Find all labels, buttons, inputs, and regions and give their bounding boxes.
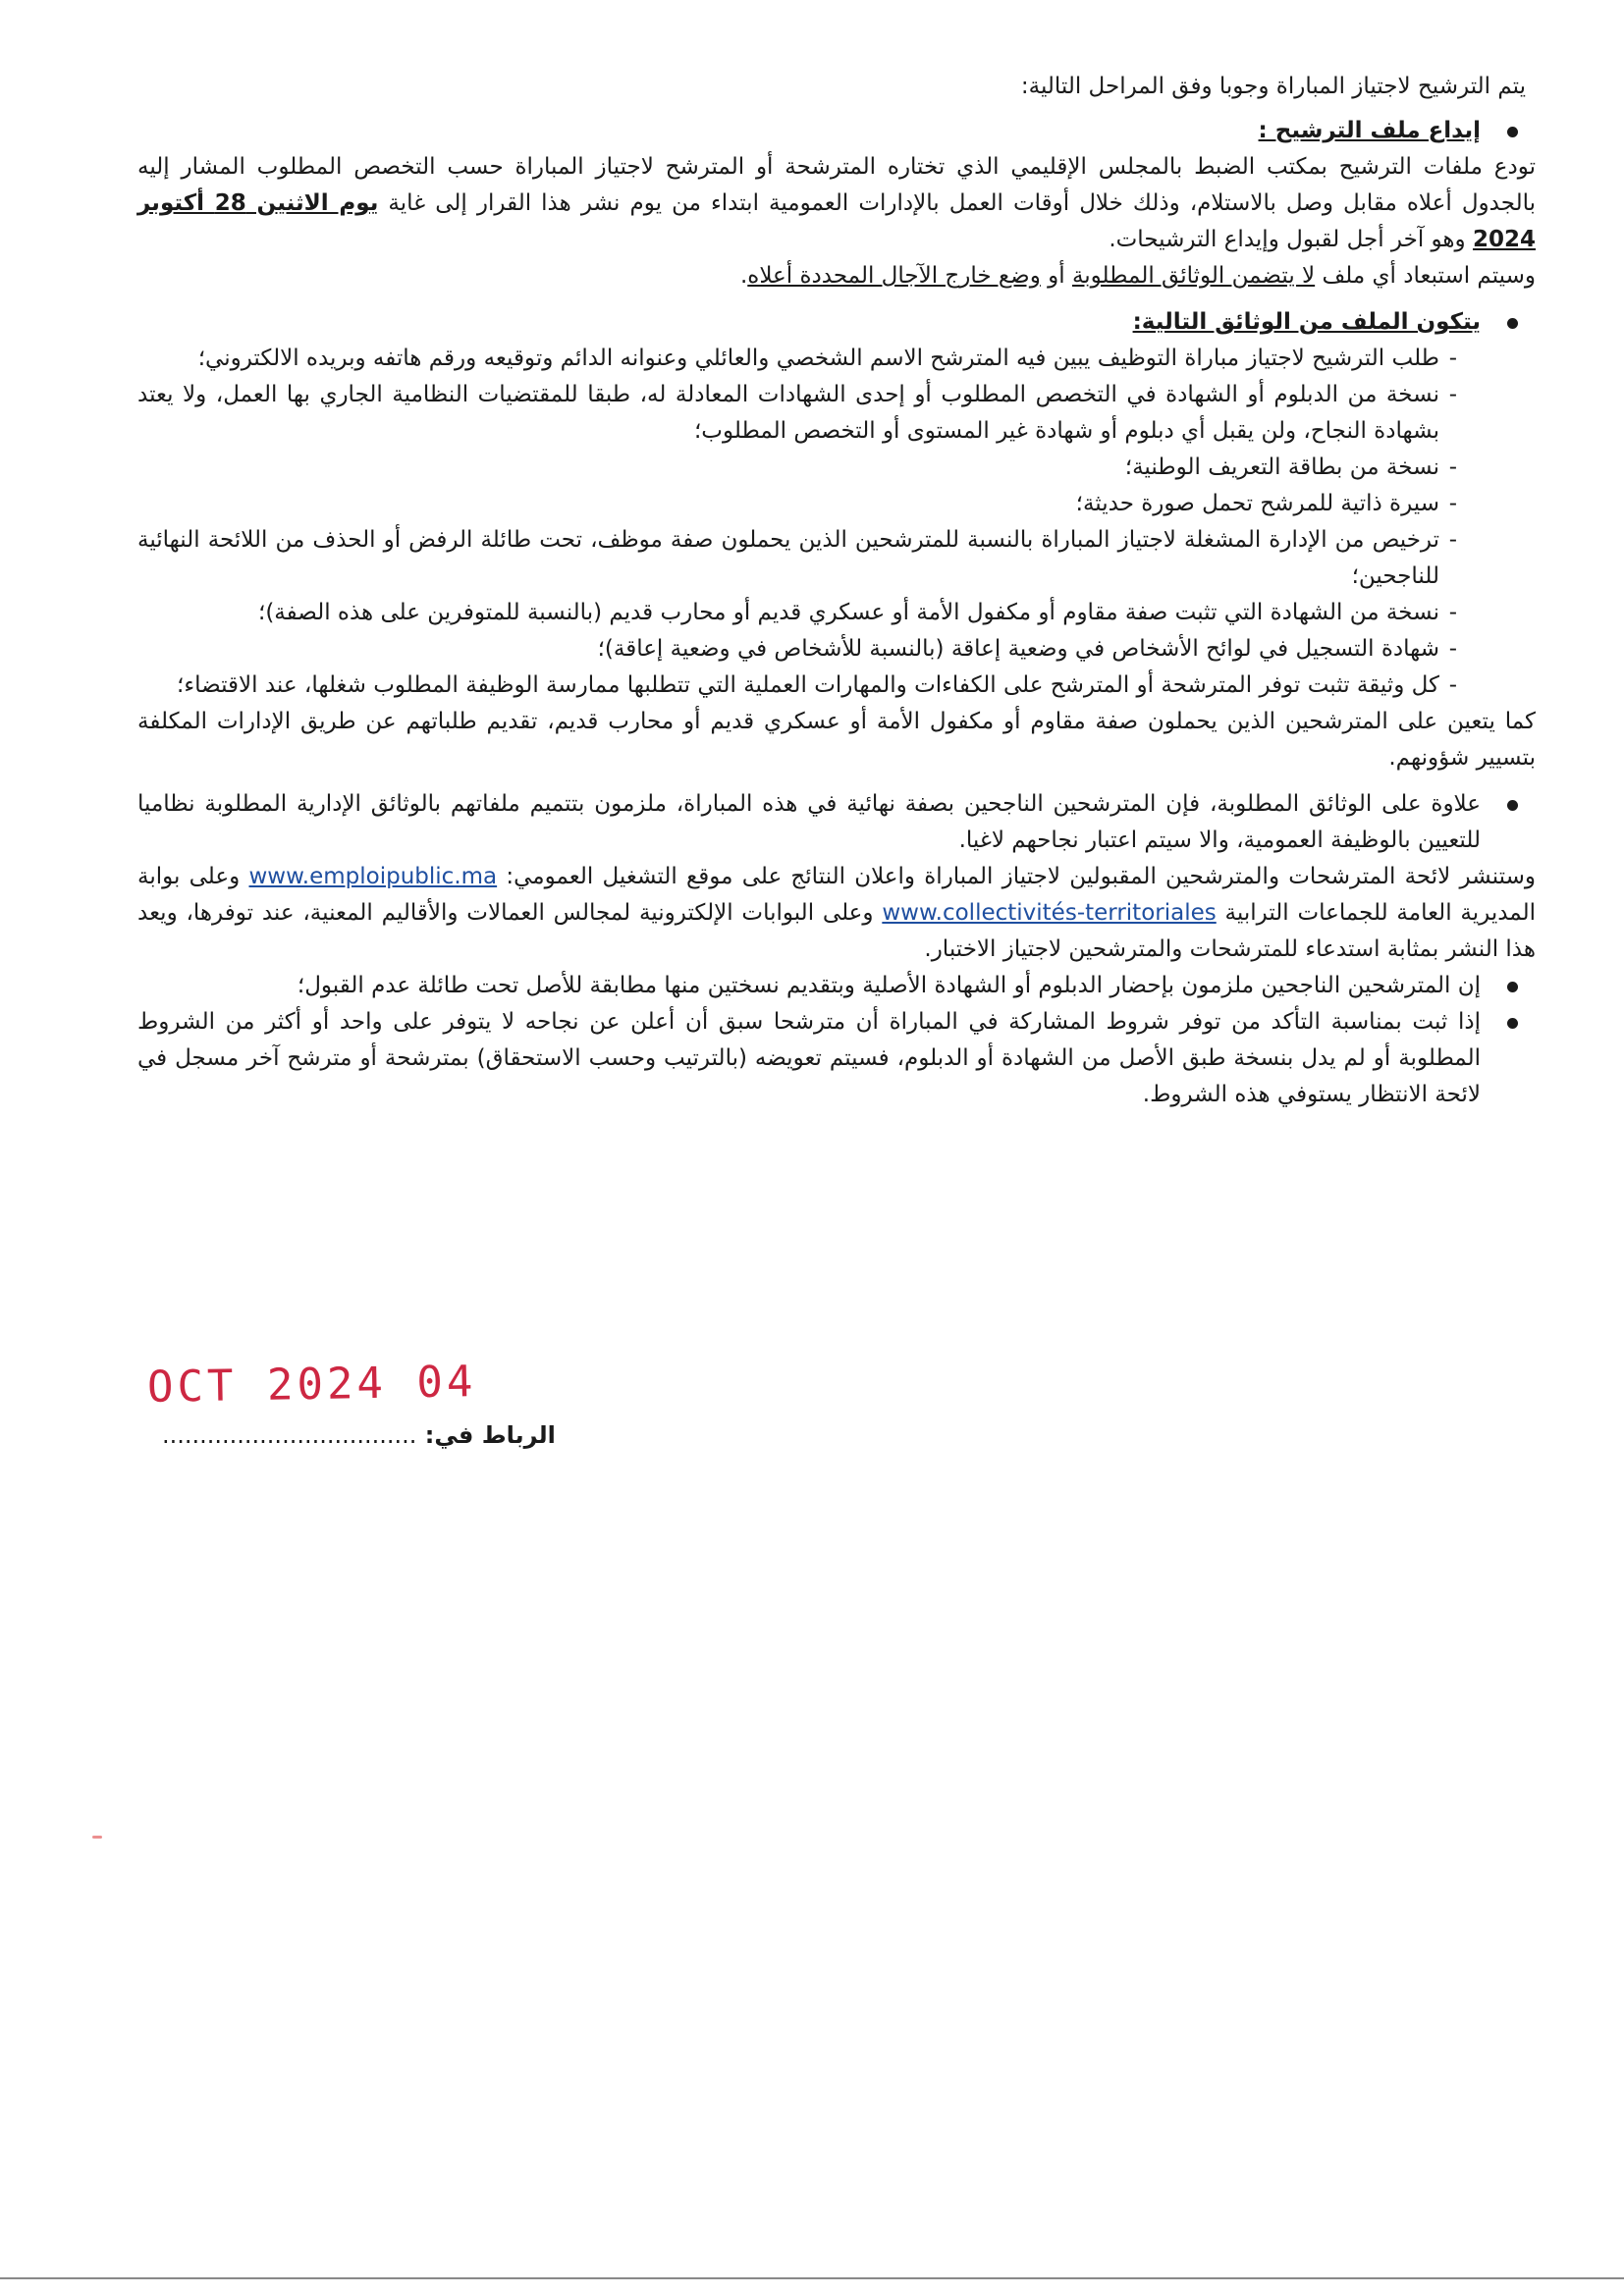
publish-text-3: وعلى البوابات الإلكترونية لمجالس العمالات والأقاليم المعنية، عند توفرها، ويعد هذا النشر بمثابة استدعاء للمترشحات والمترشحين لاجتياز الاختبار. bbox=[137, 900, 1536, 962]
exclusion-paragraph bbox=[137, 258, 1536, 294]
collectivites-link[interactable]: www.collectivités-territoriales bbox=[882, 900, 1217, 926]
deadline-text: وهو آخر أجل لقبول وإيداع الترشيحات. bbox=[1109, 227, 1473, 252]
list-item: - نسخة من الدبلوم أو الشهادة في التخصص المطلوب أو إحدى الشهادات المعادلة له، طبقا للمقتضيات النظامية الجاري بها العمل، ولا يعتد بشهادة النجاح، ولن يقبل أي دبلوم أو شهادة غير المستوى أو التخصص المطلوب؛ bbox=[137, 377, 1457, 450]
section-documents-heading: يتكون الملف من الوثائق التالية: bbox=[1132, 309, 1481, 335]
list-item: - طلب الترشيح لاجتياز مباراة التوظيف يبين فيه المترشح الاسم الشخصي والعائلي وعنوانه الدائم وتوقيعه ورقم هاتفه وبريده الالكتروني؛ bbox=[137, 341, 1457, 377]
bullet-icon bbox=[1507, 982, 1518, 992]
list-item: - نسخة من الشهادة التي تثبت صفة مقاوم أو مكفول الأمة أو عسكري قديم أو محارب قديم (بالنسبة للمتوفرين على هذه الصفة)؛ bbox=[137, 595, 1457, 631]
replacement-text: إذا ثبت بمناسبة التأكد من توفر شروط المشاركة في المباراة أن مترشحا سبق أن أعلن عن نجاحه لا يتوفر على واحد أو أكثر من الشروط المطلوبة أو لم يدل بنسخة طبق الأصل من الشهادة أو الدبلوم، فسيتم تعويضه (بالترتيب وحسب الاستحقاق) بمترشحة أو مترشح آخر مسجل في لائحة الانتظار يستوفي هذه الشروط. bbox=[137, 1009, 1481, 1107]
exclusion-late: وضع خارج الآجال المحددة أعلاه bbox=[747, 263, 1041, 289]
signature-label: الرباط في: bbox=[424, 1421, 556, 1449]
exclusion-end: . bbox=[739, 263, 748, 289]
bullet-icon bbox=[1507, 318, 1518, 329]
signature-dots: .................................. bbox=[162, 1421, 417, 1449]
intro-text: يتم الترشيح لاجتياز المباراة وجوبا وفق المراحل التالية: bbox=[1020, 74, 1526, 99]
list-item: - ترخيص من الإدارة المشغلة لاجتياز المباراة بالنسبة للمترشحين الذين يحملون صفة موظف، تحت طائلة الرفض أو الحذف من اللائحة النهائية للناجحين؛ bbox=[137, 522, 1457, 595]
page-bottom-edge bbox=[0, 2277, 1624, 2279]
section-deposit-heading: إيداع ملف الترشيح : bbox=[1258, 118, 1481, 143]
list-item: - سيرة ذاتية للمرشح تحمل صورة حديثة؛ bbox=[137, 486, 1457, 522]
bullet-icon bbox=[1507, 127, 1518, 137]
extra-docs-text: علاوة على الوثائق المطلوبة، فإن المترشحين الناجحين بصفة نهائية في هذه المباراة، ملزمون بتتميم ملفاتهم بالوثائق الإدارية المطلوبة نظاميا للتعيين بالوظيفة العمومية، والا سيتم اعتبار نجاحهم لاغيا. bbox=[137, 791, 1481, 853]
bullet-replacement bbox=[137, 1004, 1536, 1113]
documents-list bbox=[137, 341, 1536, 704]
original-diploma-text: إن المترشحين الناجحين ملزمون بإحضار الدبلوم أو الشهادة الأصلية وبتقديم نسختين منها مطابقة للأصل تحت طائلة عدم القبول؛ bbox=[297, 973, 1481, 998]
exclusion-or: أو bbox=[1040, 263, 1072, 289]
exclusion-missing-docs: لا يتضمن الوثائق المطلوبة bbox=[1071, 263, 1316, 289]
date-stamp: 04 OCT 2024 bbox=[146, 1357, 477, 1413]
list-item: - كل وثيقة تثبت توفر المترشحة أو المترشح على الكفاءات والمهارات العملية التي تتطلبها ممارسة الوظيفة المطلوب شغلها، عند الاقتضاء؛ bbox=[137, 667, 1457, 704]
list-item: - نسخة من بطاقة التعريف الوطنية؛ bbox=[137, 450, 1457, 486]
deadline-date: يوم الاثنين 28 أكتوبر 2024 bbox=[137, 190, 1536, 252]
emploipublic-link[interactable]: www.emploipublic.ma bbox=[248, 864, 498, 889]
bullet-icon bbox=[1507, 1018, 1518, 1029]
signature-line bbox=[162, 1421, 556, 1449]
section-documents bbox=[137, 304, 1536, 341]
list-item: - شهادة التسجيل في لوائح الأشخاص في وضعية إعاقة (بالنسبة للأشخاص في وضعية إعاقة)؛ bbox=[137, 631, 1457, 667]
publish-text: وستنشر لائحة المترشحات والمترشحين المقبولين لاجتياز المباراة واعلان النتائج على موقع التشغيل العمومي: bbox=[497, 864, 1536, 889]
publish-text-2: وعلى بوابة المديرية العامة للجماعات الترابية bbox=[137, 864, 1536, 926]
bullet-original-diploma bbox=[137, 968, 1536, 1004]
ink-speck bbox=[92, 1836, 102, 1839]
section-deposit bbox=[137, 113, 1536, 149]
document-page bbox=[137, 69, 1536, 1113]
deposit-paragraph bbox=[137, 149, 1536, 258]
veterans-paragraph: كما يتعين على المترشحين الذين يحملون صفة مقاوم أو مكفول الأمة أو عسكري قديم أو محارب قديم، تقديم طلباتهم عن طريق الإدارات المكلفة بتسيير شؤونهم. bbox=[137, 709, 1536, 771]
publish-paragraph bbox=[137, 859, 1536, 968]
bullet-extra-docs bbox=[137, 786, 1536, 859]
deposit-text: تودع ملفات الترشيح بمكتب الضبط بالمجلس الإقليمي الذي تختاره المترشحة أو المترشح لاجتياز المباراة حسب التخصص المطلوب المشار إليه بالجدول أعلاه مقابل وصل بالاستلام، وذلك خلال أوقات العمل بالإدارات العمومية ابتداء من يوم نشر هذا القرار إلى غاية bbox=[137, 154, 1536, 216]
exclusion-text: وسيتم استبعاد أي ملف bbox=[1315, 263, 1536, 289]
bullet-icon bbox=[1507, 800, 1518, 811]
